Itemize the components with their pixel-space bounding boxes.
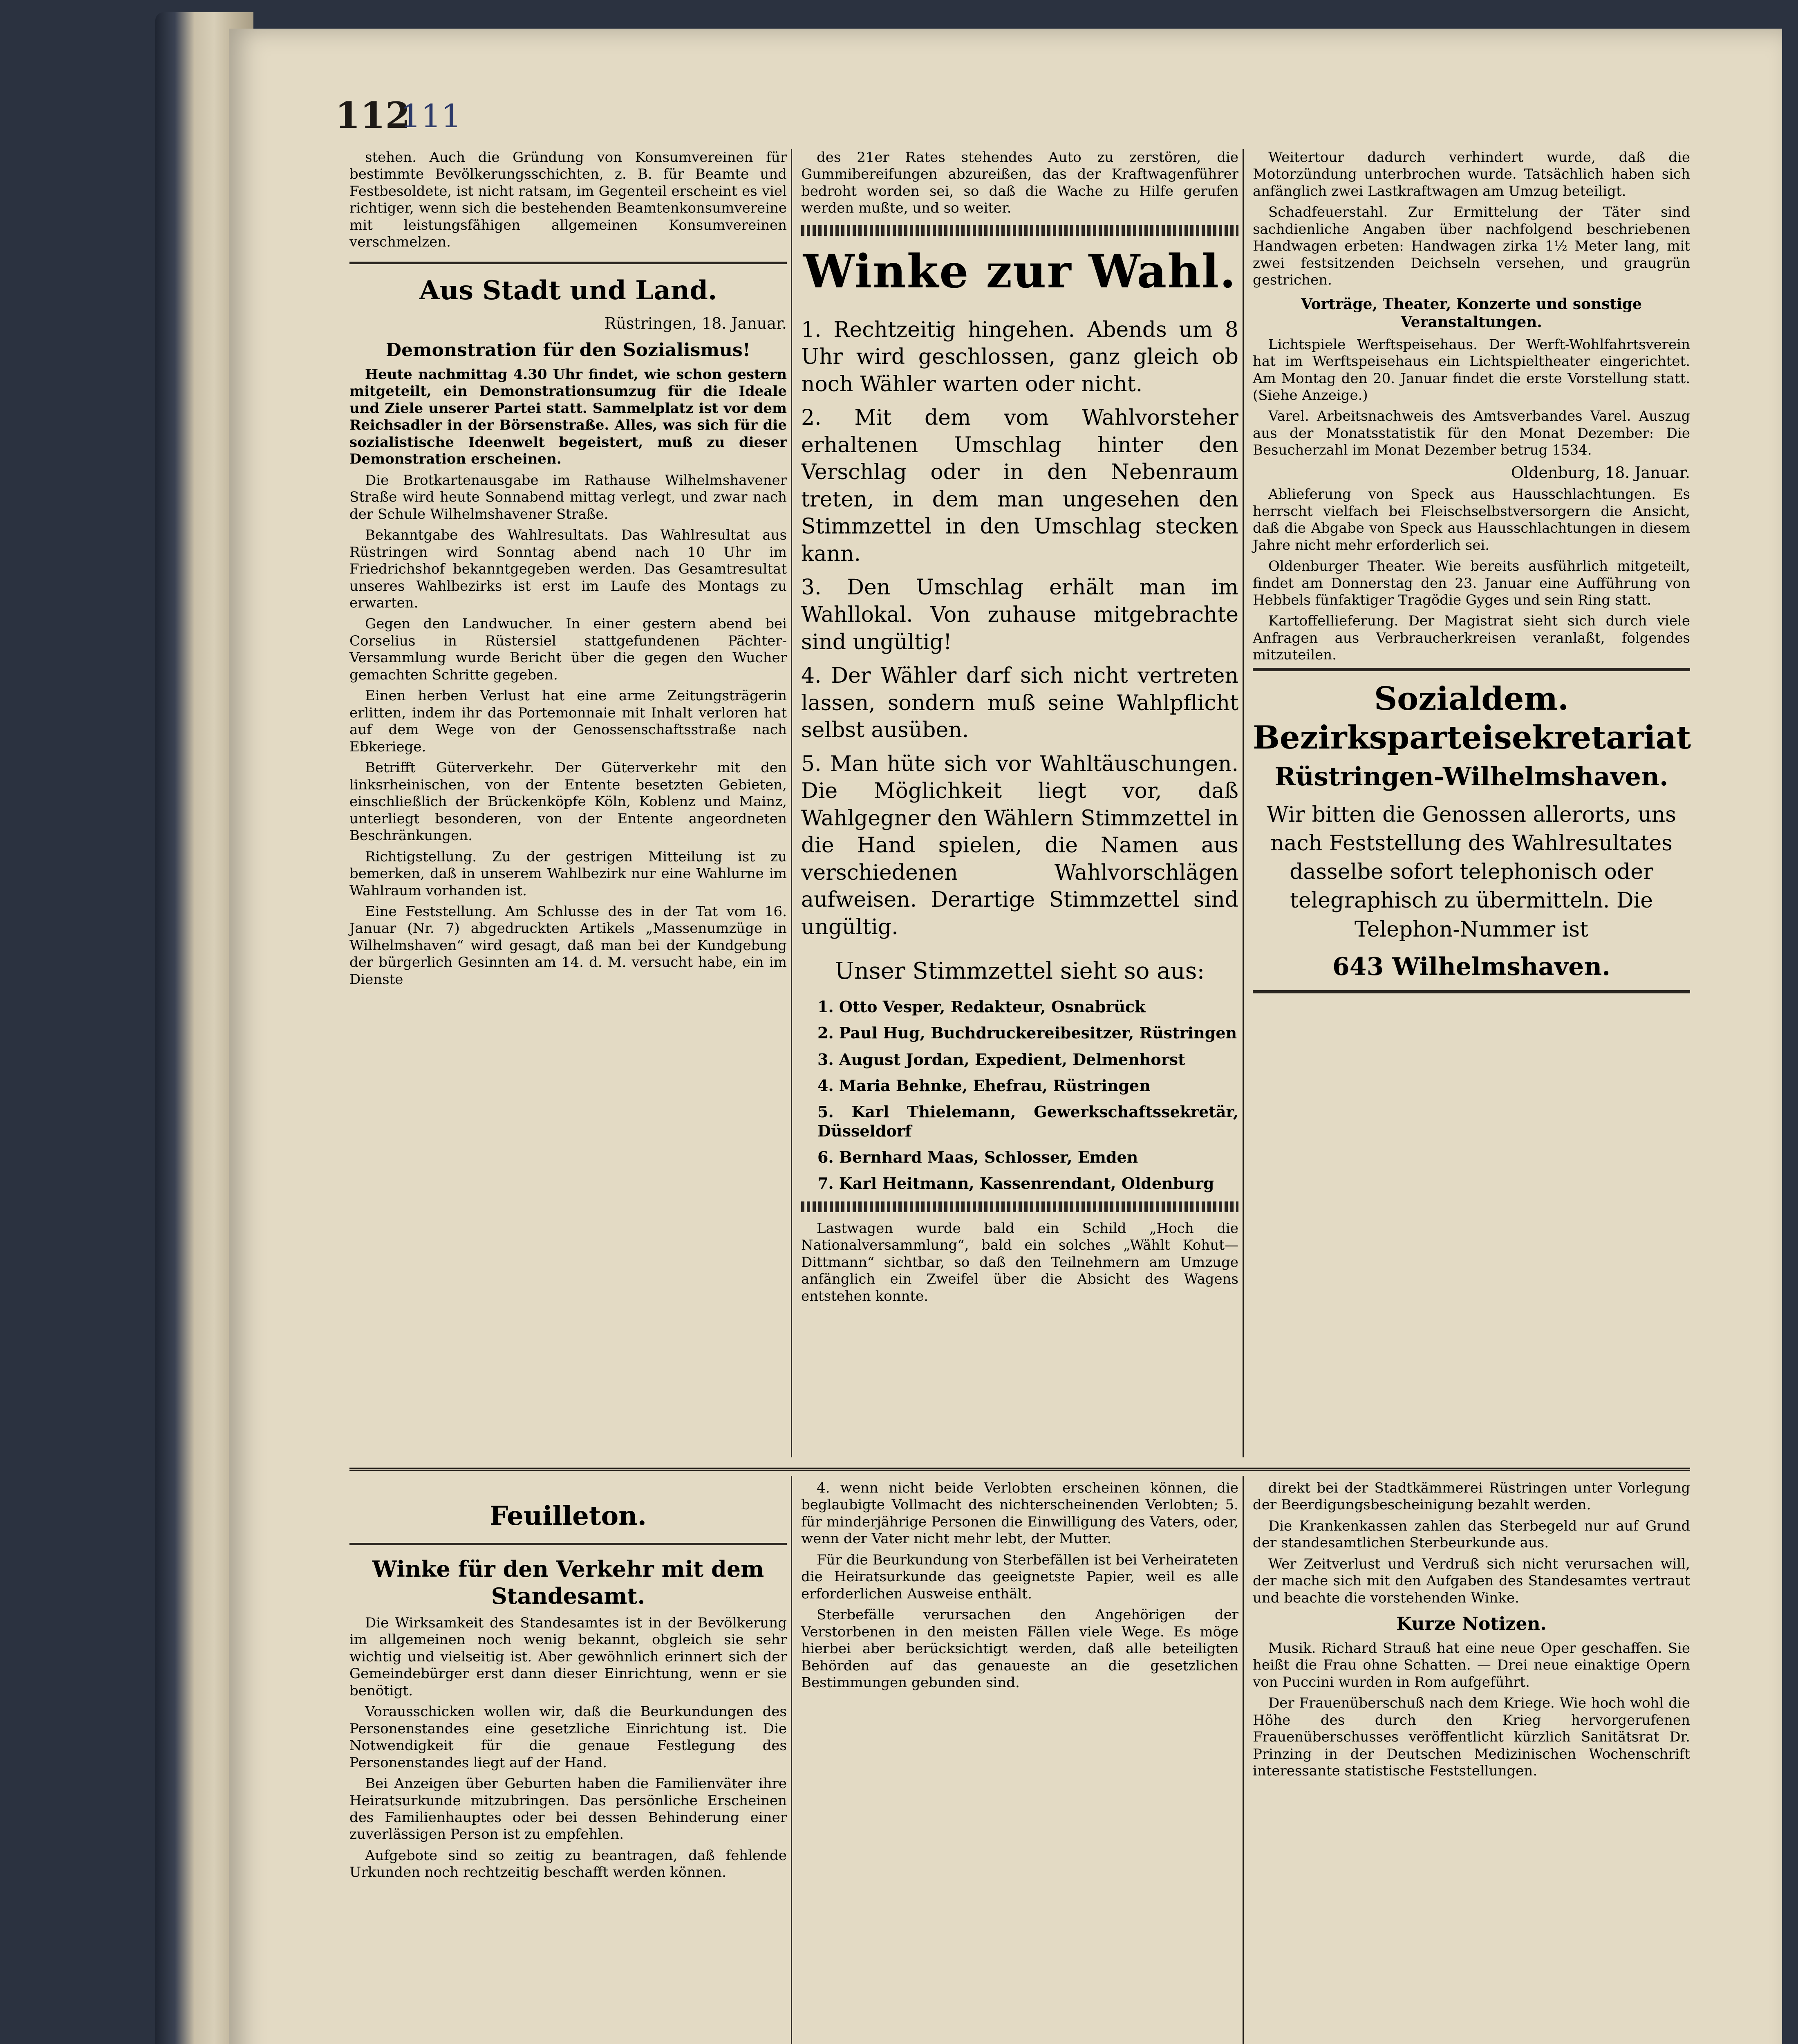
handwritten-page-number: 111	[401, 98, 461, 135]
section-title: Aus Stadt und Land.	[419, 275, 717, 306]
ornamental-rule	[801, 225, 1238, 236]
paragraph: Schadfeuerstahl. Zur Ermittelung der Täter sind sachdienliche Angaben über nachfolgend beschriebenen Handwagen erbeten: Handwagen zirka 1½ Meter lang, mit zwei festsitzenden Deichseln versehen, und graugrün gestrichen.	[1253, 204, 1690, 289]
column-divider	[1243, 149, 1244, 1457]
paragraph: Oldenburger Theater. Wie bereits ausführlich mitgeteilt, findet am Donnerstag den 23. Januar eine Aufführung von Hebbels fünfaktiger Tragödie Gyges und sein Ring statt.	[1253, 558, 1690, 609]
paragraph: Aufgebote sind so zeitig zu beantragen, daß fehlende Urkunden noch rechtzeitig beschafft werden können.	[349, 1847, 787, 1881]
column-1	[349, 149, 787, 992]
paragraph: Die Krankenkassen zahlen das Sterbegeld nur auf Grund der standesamtlichen Sterbeurkunde aus.	[1253, 1517, 1690, 1551]
paragraph: Weitertour dadurch verhindert wurde, daß die Motorzündung unterbrochen wurde. Tatsächlich haben sich anfänglich zwei Lastkraftwagen am Umzug beteiligt.	[1253, 149, 1690, 199]
column-divider	[791, 149, 792, 1457]
candidate: 1. Otto Vesper, Redakteur, Osnabrück	[817, 997, 1146, 1016]
paragraph: Der Frauenüberschuß nach dem Kriege. Wie hoch wohl die Höhe des durch den Krieg hervorgerufenen Frauenüberschusses veröffentlicht kürzlich Sanitätsrat Dr. Prinzing in der Deutschen Medizinischen Wochenschrift interessante statistische Feststellungen.	[1253, 1695, 1690, 1780]
paragraph: Richtigstellung. Zu der gestrigen Mitteilung ist zu bemerken, daß in unserem Wahlbezirk nur eine Wahlurne im Wahlraum vorhanden ist.	[349, 848, 787, 899]
candidate: 3. August Jordan, Expedient, Delmenhorst	[817, 1050, 1185, 1069]
paragraph: Sterbefälle verursachen den Angehörigen der Verstorbenen in den meisten Fällen viele Wege. Es möge hierbei aber berücksichtigt werden, daß alle beteiligten Behörden auf das genaueste an die gesetzlichen Bestimmungen gebunden sind.	[801, 1607, 1238, 1691]
paragraph: Lastwagen wurde bald ein Schild „Hoch die Nationalversammlung“, bald ein solches „Wählt Kohut—Dittmann“ sichtbar, so daß den Teilnehmern am Umzuge anfänglich ein Zweifel über die Absicht des Wagens entstehen konnte.	[801, 1220, 1238, 1304]
paragraph: Vorausschicken wollen wir, daß die Beurkundungen des Personenstandes eine gesetzliche Einrichtung ist. Die Notwendigkeit für die genaue Festlegung des Personenstandes liegt auf der Hand.	[349, 1703, 787, 1771]
ad-phone: 643 Wilhelmshaven.	[1253, 952, 1690, 993]
tip-item: 4. Der Wähler darf sich nicht vertreten lassen, sondern muß seine Wahlpflicht selbst ausüben.	[801, 663, 1238, 743]
tip-item: 3. Den Umschlag erhält man im Wahllokal. Von zuhause mitgebrachte sind ungültig!	[801, 575, 1238, 654]
column-2	[801, 149, 1238, 1309]
paragraph: Musik. Richard Strauß hat eine neue Oper geschaffen. Sie heißt die Frau ohne Schatten. — Drei neue einaktige Opern von Puccini wurden in Rom aufgeführt.	[1253, 1640, 1690, 1690]
ad-title: Sozialdem. Bezirksparteisekretariat	[1253, 668, 1690, 757]
paragraph: Gegen den Landwucher. In einer gestern abend bei Corselius in Rüstersiel stattgefundenen Pächter-Versammlung wurde Bericht über die gegen den Wucher gemachten Schritte gegeben.	[349, 616, 787, 683]
paragraph: Heute nachmittag 4.30 Uhr findet, wie schon gestern mitgeteilt, ein Demonstrationsumzug für die Ideale und Ziele unserer Partei statt. Sammelplatz ist vor dem Reichsadler in der Börsenstraße. Alles, was sich für die sozialistische Ideenwelt begeistert, muß zu dieser Demonstration erscheinen.	[349, 366, 787, 468]
tip-item: 2. Mit dem vom Wahlvorsteher erhaltenen Umschlag hinter den Verschlag oder in den Nebenraum treten, in dem man ungesehen den Stimmzettel in den Umschlag stecken kann.	[801, 406, 1238, 566]
paragraph: direkt bei der Stadtkämmerei Rüstringen unter Vorlegung der Beerdigungsbescheinigung bezahlt werden.	[1253, 1480, 1690, 1513]
candidate: 2. Paul Hug, Buchdruckereibesitzer, Rüstringen	[817, 1024, 1237, 1042]
column-divider	[791, 1476, 792, 2044]
ad-body: Wir bitten die Genossen allerorts, uns nach Feststellung des Wahlresultates dasselbe sofort telephonisch oder telegraphisch zu übermitteln. Die Telephon-Nummer ist	[1267, 802, 1676, 942]
column-divider	[1243, 1476, 1244, 2044]
feuilleton-column-1	[349, 1492, 787, 1885]
candidate: 7. Karl Heitmann, Kassenrendant, Oldenburg	[817, 1174, 1214, 1193]
paragraph: stehen. Auch die Gründung von Konsumvereinen für bestimmte Bevölkerungsschichten, z. B. für Beamte und Festbesoldete, ist nicht ratsam, im Gegenteil erscheint es viel richtiger, wenn sich die bestehenden Beamtenkonsumvereine mit leistungsfähigen allgemeinen Konsumvereinen verschmelzen.	[349, 149, 787, 251]
paragraph: Ablieferung von Speck aus Hausschlachtungen. Es herrscht vielfach bei Fleischselbstversorgern die Ansicht, daß die Abgabe von Speck aus Hausschlachtungen in diesem Jahre nicht mehr erforderlich sei.	[1253, 486, 1690, 554]
tip-item: 1. Rechtzeitig hingehen. Abends um 8 Uhr wird geschlossen, ganz gleich ob noch Wähler warten oder nicht.	[801, 317, 1238, 397]
ad-subtitle: Rüstringen-Wilhelmshaven.	[1274, 762, 1668, 792]
feuilleton-separator	[349, 1468, 1690, 1471]
events-heading: Vorträge, Theater, Konzerte und sonstige Veranstaltungen.	[1301, 295, 1642, 331]
dateline: Rüstringen, 18. Januar.	[604, 314, 787, 332]
candidate: 4. Maria Behnke, Ehefrau, Rüstringen	[817, 1076, 1151, 1095]
feuilleton-column-3	[1253, 1480, 1690, 1784]
paragraph: 4. wenn nicht beide Verlobten erscheinen können, die beglaubigte Vollmacht des nichterscheinenden Verlobten; 5. für minderjährige Personen die Einwilligung des Vaters, oder, wenn der Vater nicht mehr lebt, der Mutter.	[801, 1480, 1238, 1547]
candidate: 5. Karl Thielemann, Gewerkschaftssekretär, Düsseldorf	[817, 1103, 1238, 1140]
paragraph: Varel. Arbeitsnachweis des Amtsverbandes Varel. Auszug aus der Monatsstatistik für den Monat Dezember: Die Besucherzahl im Monat Dezember betrug 1534.	[1253, 408, 1690, 459]
page-number: 112	[335, 94, 410, 137]
candidate: 6. Bernhard Maas, Schlosser, Emden	[817, 1148, 1138, 1166]
paragraph: Eine Feststellung. Am Schlusse des in der Tat vom 16. Januar (Nr. 7) abgedruckten Artikels „Massenumzüge in Wilhelmshaven“ wird gesagt, daß man bei der Kundgebung der bürgerlich Gesinnten am 14. d. M. versucht habe, ein im Dienste	[349, 903, 787, 988]
paragraph: Für die Beurkundung von Sterbefällen ist bei Verheirateten die Heiratsurkunde das geeignetste Papier, weil es alle erforderlichen Ausweise enthält.	[801, 1551, 1238, 1602]
election-tips-title: Winke zur Wahl.	[803, 244, 1237, 298]
paragraph: Bei Anzeigen über Geburten haben die Familienväter ihre Heiratsurkunde mitzubringen. Das persönliche Erscheinen des Familienhauptes oder bei dessen Behinderung einer zuverlässigen Person ist zu empfehlen.	[349, 1775, 787, 1843]
tip-item: 5. Man hüte sich vor Wahltäuschungen. Die Möglichkeit liegt vor, daß Wahlgegner den Wählern Stimmzettel in die Hand spielen, die Namen aus verschiedenen Wahlvorschlägen aufweisen. Derartige Stimmzettel sind ungültig.	[801, 751, 1238, 939]
paragraph: Einen herben Verlust hat eine arme Zeitungsträgerin erlitten, indem ihr das Portemonnaie mit Inhalt verloren hat auf dem Wege von der Genossenschaftsstraße nach Ebkeriege.	[349, 688, 787, 755]
paragraph: des 21er Rates stehendes Auto zu zerstören, die Gummibereifungen abzureißen, das der Kraftwagenführer bedroht worden sei, so daß die Wache zu Hilfe gerufen werden mußte, und so weiter.	[801, 149, 1238, 217]
ornamental-rule	[801, 1201, 1238, 1212]
separator	[349, 1543, 787, 1545]
headline: Demonstration für den Sozialismus!	[385, 340, 751, 361]
feuilleton-title: Feuilleton.	[490, 1501, 647, 1531]
separator	[349, 262, 787, 264]
column-3	[1253, 149, 1690, 993]
paragraph: Betrifft Güterverkehr. Der Güterverkehr mit den linksrheinischen, von der Entente besetzten Gebieten, einschließlich der Brückenköpfe Köln, Koblenz und Mainz, unterliegt besonderen, von der Entente angeordneten Beschränkungen.	[349, 760, 787, 844]
paragraph: Die Brotkartenausgabe im Rathause Wilhelmshavener Straße wird heute Sonnabend mittag verlegt, und zwar nach der Schule Wilhelmshavener Straße.	[349, 472, 787, 522]
feuilleton-headline: Winke für den Verkehr mit dem Standesamt.	[372, 1556, 764, 1609]
paragraph: Kartoffellieferung. Der Magistrat sieht sich durch viele Anfragen aus Verbraucherkreisen veranlaßt, folgendes mitzuteilen.	[1253, 613, 1690, 663]
paragraph: Wer Zeitverlust und Verdruß sich nicht verursachen will, der mache sich mit den Aufgaben des Standesamtes vertraut und beachte die vorstehenden Winke.	[1253, 1555, 1690, 1606]
ballot-heading: Unser Stimmzettel sieht so aus:	[835, 957, 1205, 984]
paragraph: Bekanntgabe des Wahlresultats. Das Wahlresultat aus Rüstringen wird Sonntag abend nach 10 Uhr im Friedrichshof bekanntgegeben werden. Das Gesamtresultat unseres Wahlbezirks ist erst im Laufe des Montags zu erwarten.	[349, 527, 787, 612]
dateline: Oldenburg, 18. Januar.	[1511, 463, 1690, 482]
paragraph: Lichtspiele Werftspeisehaus. Der Werft-Wohlfahrtsverein hat im Werftspeisehaus ein Lichtspieltheater eingerichtet. Am Montag den 20. Januar findet die erste Vorstellung statt. (Siehe Anzeige.)	[1253, 336, 1690, 403]
notes-heading: Kurze Notizen.	[1396, 1614, 1547, 1635]
feuilleton-column-2	[801, 1480, 1238, 1696]
paragraph: Die Wirksamkeit des Standesamtes ist in der Bevölkerung im allgemeinen noch wenig bekannt, obgleich sie sehr wichtig und vielseitig ist. Aber gewöhnlich erinnert sich der Gemeindebürger erst dann dieser Einrichtung, wenn er sie benötigt.	[349, 1614, 787, 1699]
